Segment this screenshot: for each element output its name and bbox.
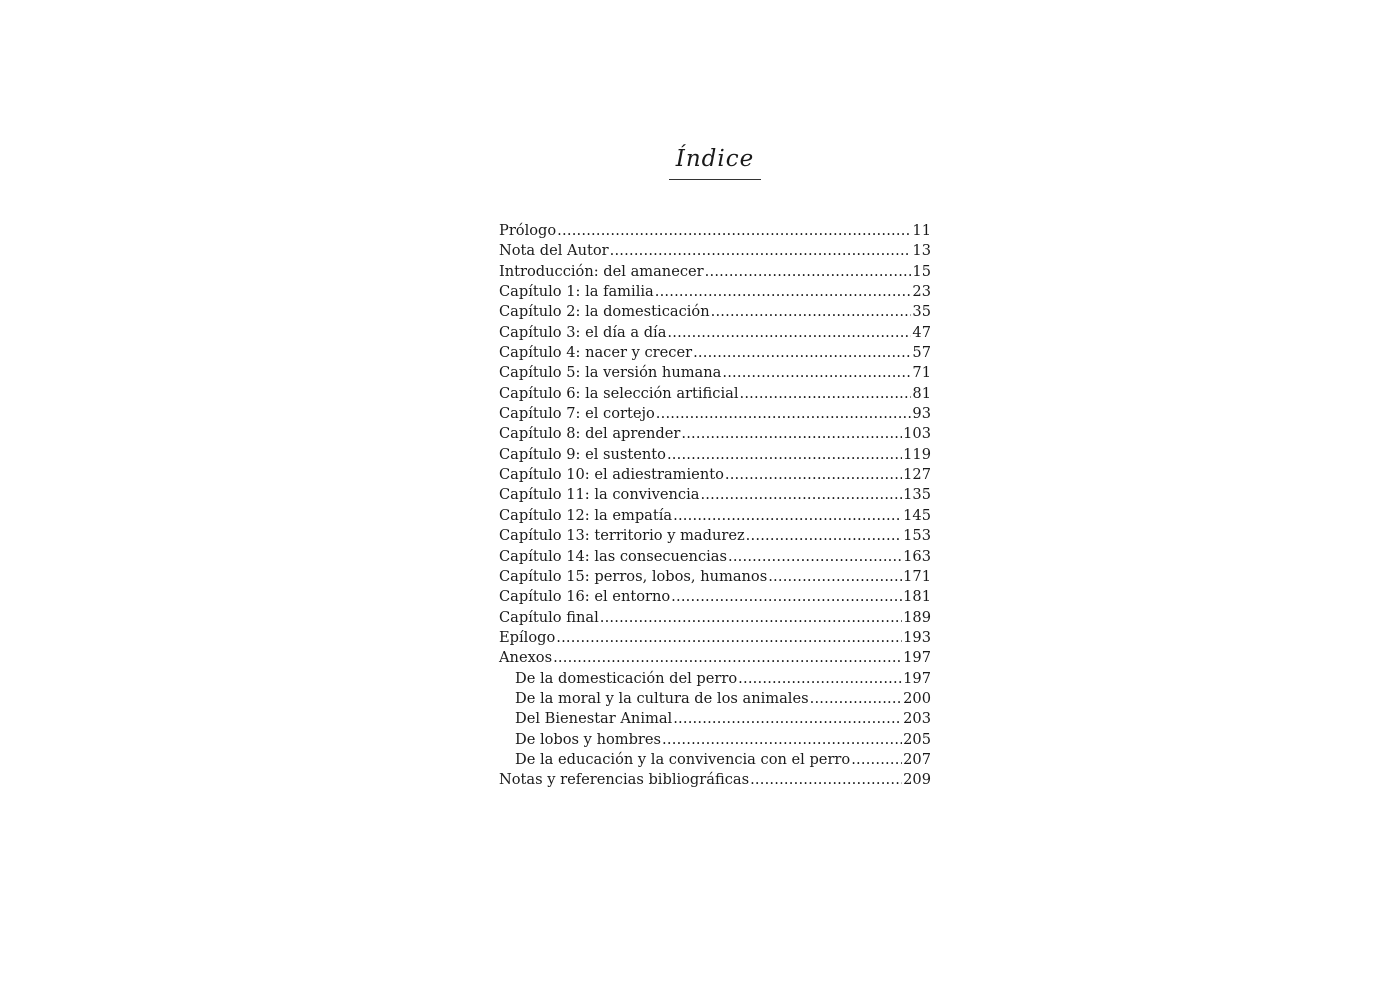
toc-entry-label: Capítulo 9: el sustento (499, 445, 666, 463)
toc-subentry (499, 669, 931, 689)
dot-leader (556, 628, 902, 648)
toc-entry-label: Capítulo 5: la versión humana (499, 364, 722, 382)
toc-entry-page-number: 103 (903, 425, 931, 443)
toc-entry-label: Epílogo (499, 628, 556, 646)
toc-entry-page-number: 71 (912, 364, 931, 382)
toc-entry-label: Capítulo 12: la empatía (499, 506, 673, 524)
dot-leader (700, 485, 902, 505)
dot-leader (768, 567, 902, 587)
dot-leader (655, 282, 912, 302)
dot-leader (728, 547, 902, 567)
toc-entry-label: Capítulo 13: territorio y madurez (499, 527, 745, 545)
toc-entry-label: Del Bienestar Animal (515, 710, 673, 728)
dot-leader (693, 343, 911, 363)
dot-leader (662, 730, 902, 750)
title-container (0, 143, 1400, 180)
toc-entry (499, 241, 931, 261)
toc-entry (499, 506, 931, 526)
toc-entry-label: Capítulo final (499, 608, 599, 626)
toc-subentry (499, 689, 931, 709)
toc-entry-page-number: 171 (903, 567, 931, 585)
dot-leader (740, 384, 912, 404)
toc-entry-label: Capítulo 6: la selección artificial (499, 384, 739, 402)
dot-leader (746, 526, 902, 546)
toc-entry-label: Capítulo 16: el entorno (499, 588, 671, 606)
toc-entry-page-number: 193 (903, 628, 931, 646)
toc-subentry (499, 709, 931, 729)
toc-entry-page-number: 209 (903, 771, 931, 789)
toc-entry-page-number: 13 (912, 242, 931, 260)
dot-leader (671, 587, 902, 607)
dot-leader (722, 363, 911, 383)
toc-entry-page-number: 197 (903, 649, 931, 667)
toc-entry-page-number: 23 (912, 283, 931, 301)
toc-entry-page-number: 153 (903, 527, 931, 545)
toc-entry-label: Capítulo 2: la domesticación (499, 303, 710, 321)
dot-leader (600, 608, 902, 628)
toc-entry-page-number: 47 (912, 323, 931, 341)
toc-entry-page-number: 35 (912, 303, 931, 321)
toc-entry-page-number: 145 (903, 506, 931, 524)
toc-entry (499, 465, 931, 485)
dot-leader (673, 506, 902, 526)
toc-entry-page-number: 200 (903, 689, 931, 707)
table-of-contents (499, 221, 931, 791)
toc-entry-page-number: 207 (903, 750, 931, 768)
dot-leader (667, 323, 911, 343)
toc-entry-page-number: 119 (903, 445, 931, 463)
dot-leader (750, 770, 902, 790)
toc-entry-label: De lobos y hombres (515, 730, 662, 748)
toc-entry (499, 262, 931, 282)
toc-entry (499, 221, 931, 241)
toc-entry-page-number: 163 (903, 547, 931, 565)
dot-leader (656, 404, 912, 424)
dot-leader (851, 750, 902, 770)
toc-entry (499, 282, 931, 302)
dot-leader (681, 424, 902, 444)
toc-entry (499, 628, 931, 648)
toc-entry-page-number: 189 (903, 608, 931, 626)
toc-entry (499, 485, 931, 505)
toc-entry-page-number: 205 (903, 730, 931, 748)
dot-leader (810, 689, 903, 709)
toc-entry-label: Capítulo 1: la familia (499, 283, 654, 301)
toc-entry (499, 547, 931, 567)
toc-entry-page-number: 127 (903, 466, 931, 484)
toc-entry-page-number: 11 (912, 222, 931, 239)
toc-entry-page-number: 135 (903, 486, 931, 504)
toc-entry-page-number: 15 (912, 262, 931, 280)
toc-entry (499, 648, 931, 668)
toc-entry-label: Capítulo 10: el adiestramiento (499, 466, 724, 484)
toc-entry (499, 343, 931, 363)
toc-entry-label: Introducción: del amanecer (499, 262, 704, 280)
toc-entry-label: Nota del Autor (499, 242, 609, 260)
toc-entry (499, 608, 931, 628)
toc-entry-label: Capítulo 7: el cortejo (499, 405, 655, 423)
toc-entry-label: Anexos (499, 649, 553, 667)
toc-entry-label: De la moral y la cultura de los animales (515, 689, 809, 707)
toc-entry-page-number: 203 (903, 710, 931, 728)
toc-entry (499, 587, 931, 607)
page-title: Índice (669, 143, 761, 180)
toc-subentry (499, 730, 931, 750)
toc-entry-label: Capítulo 14: las consecuencias (499, 547, 727, 565)
toc-entry-page-number: 181 (903, 588, 931, 606)
dot-leader (667, 445, 902, 465)
toc-entry (499, 302, 931, 322)
toc-entry-label: Capítulo 3: el día a día (499, 323, 667, 341)
dot-leader (711, 302, 912, 322)
toc-entry (499, 323, 931, 343)
dot-leader (557, 221, 911, 241)
dot-leader (705, 262, 912, 282)
toc-entry-label: De la domesticación del perro (515, 669, 738, 687)
dot-leader (725, 465, 902, 485)
toc-entry (499, 384, 931, 404)
toc-entry-label: Capítulo 11: la convivencia (499, 486, 700, 504)
toc-entry-page-number: 197 (903, 669, 931, 687)
toc-entry (499, 526, 931, 546)
toc-entry-page-number: 57 (912, 344, 931, 362)
toc-entry (499, 770, 931, 790)
toc-entry (499, 424, 931, 444)
dot-leader (610, 241, 912, 261)
toc-entry-label: Capítulo 8: del aprender (499, 425, 681, 443)
toc-entry-label: Prólogo (499, 222, 557, 239)
toc-entry-page-number: 81 (912, 384, 931, 402)
toc-entry (499, 363, 931, 383)
toc-entry-page-number: 93 (912, 405, 931, 423)
toc-subentry (499, 750, 931, 770)
toc-entry (499, 567, 931, 587)
toc-entry-label: Notas y referencias bibliográficas (499, 771, 750, 789)
toc-entry (499, 445, 931, 465)
toc-entry-label: Capítulo 15: perros, lobos, humanos (499, 567, 768, 585)
toc-entry (499, 404, 931, 424)
dot-leader (673, 709, 902, 729)
dot-leader (738, 669, 902, 689)
toc-entry-label: De la educación y la convivencia con el perro (515, 750, 851, 768)
toc-entry-label: Capítulo 4: nacer y crecer (499, 344, 693, 362)
dot-leader (553, 648, 902, 668)
